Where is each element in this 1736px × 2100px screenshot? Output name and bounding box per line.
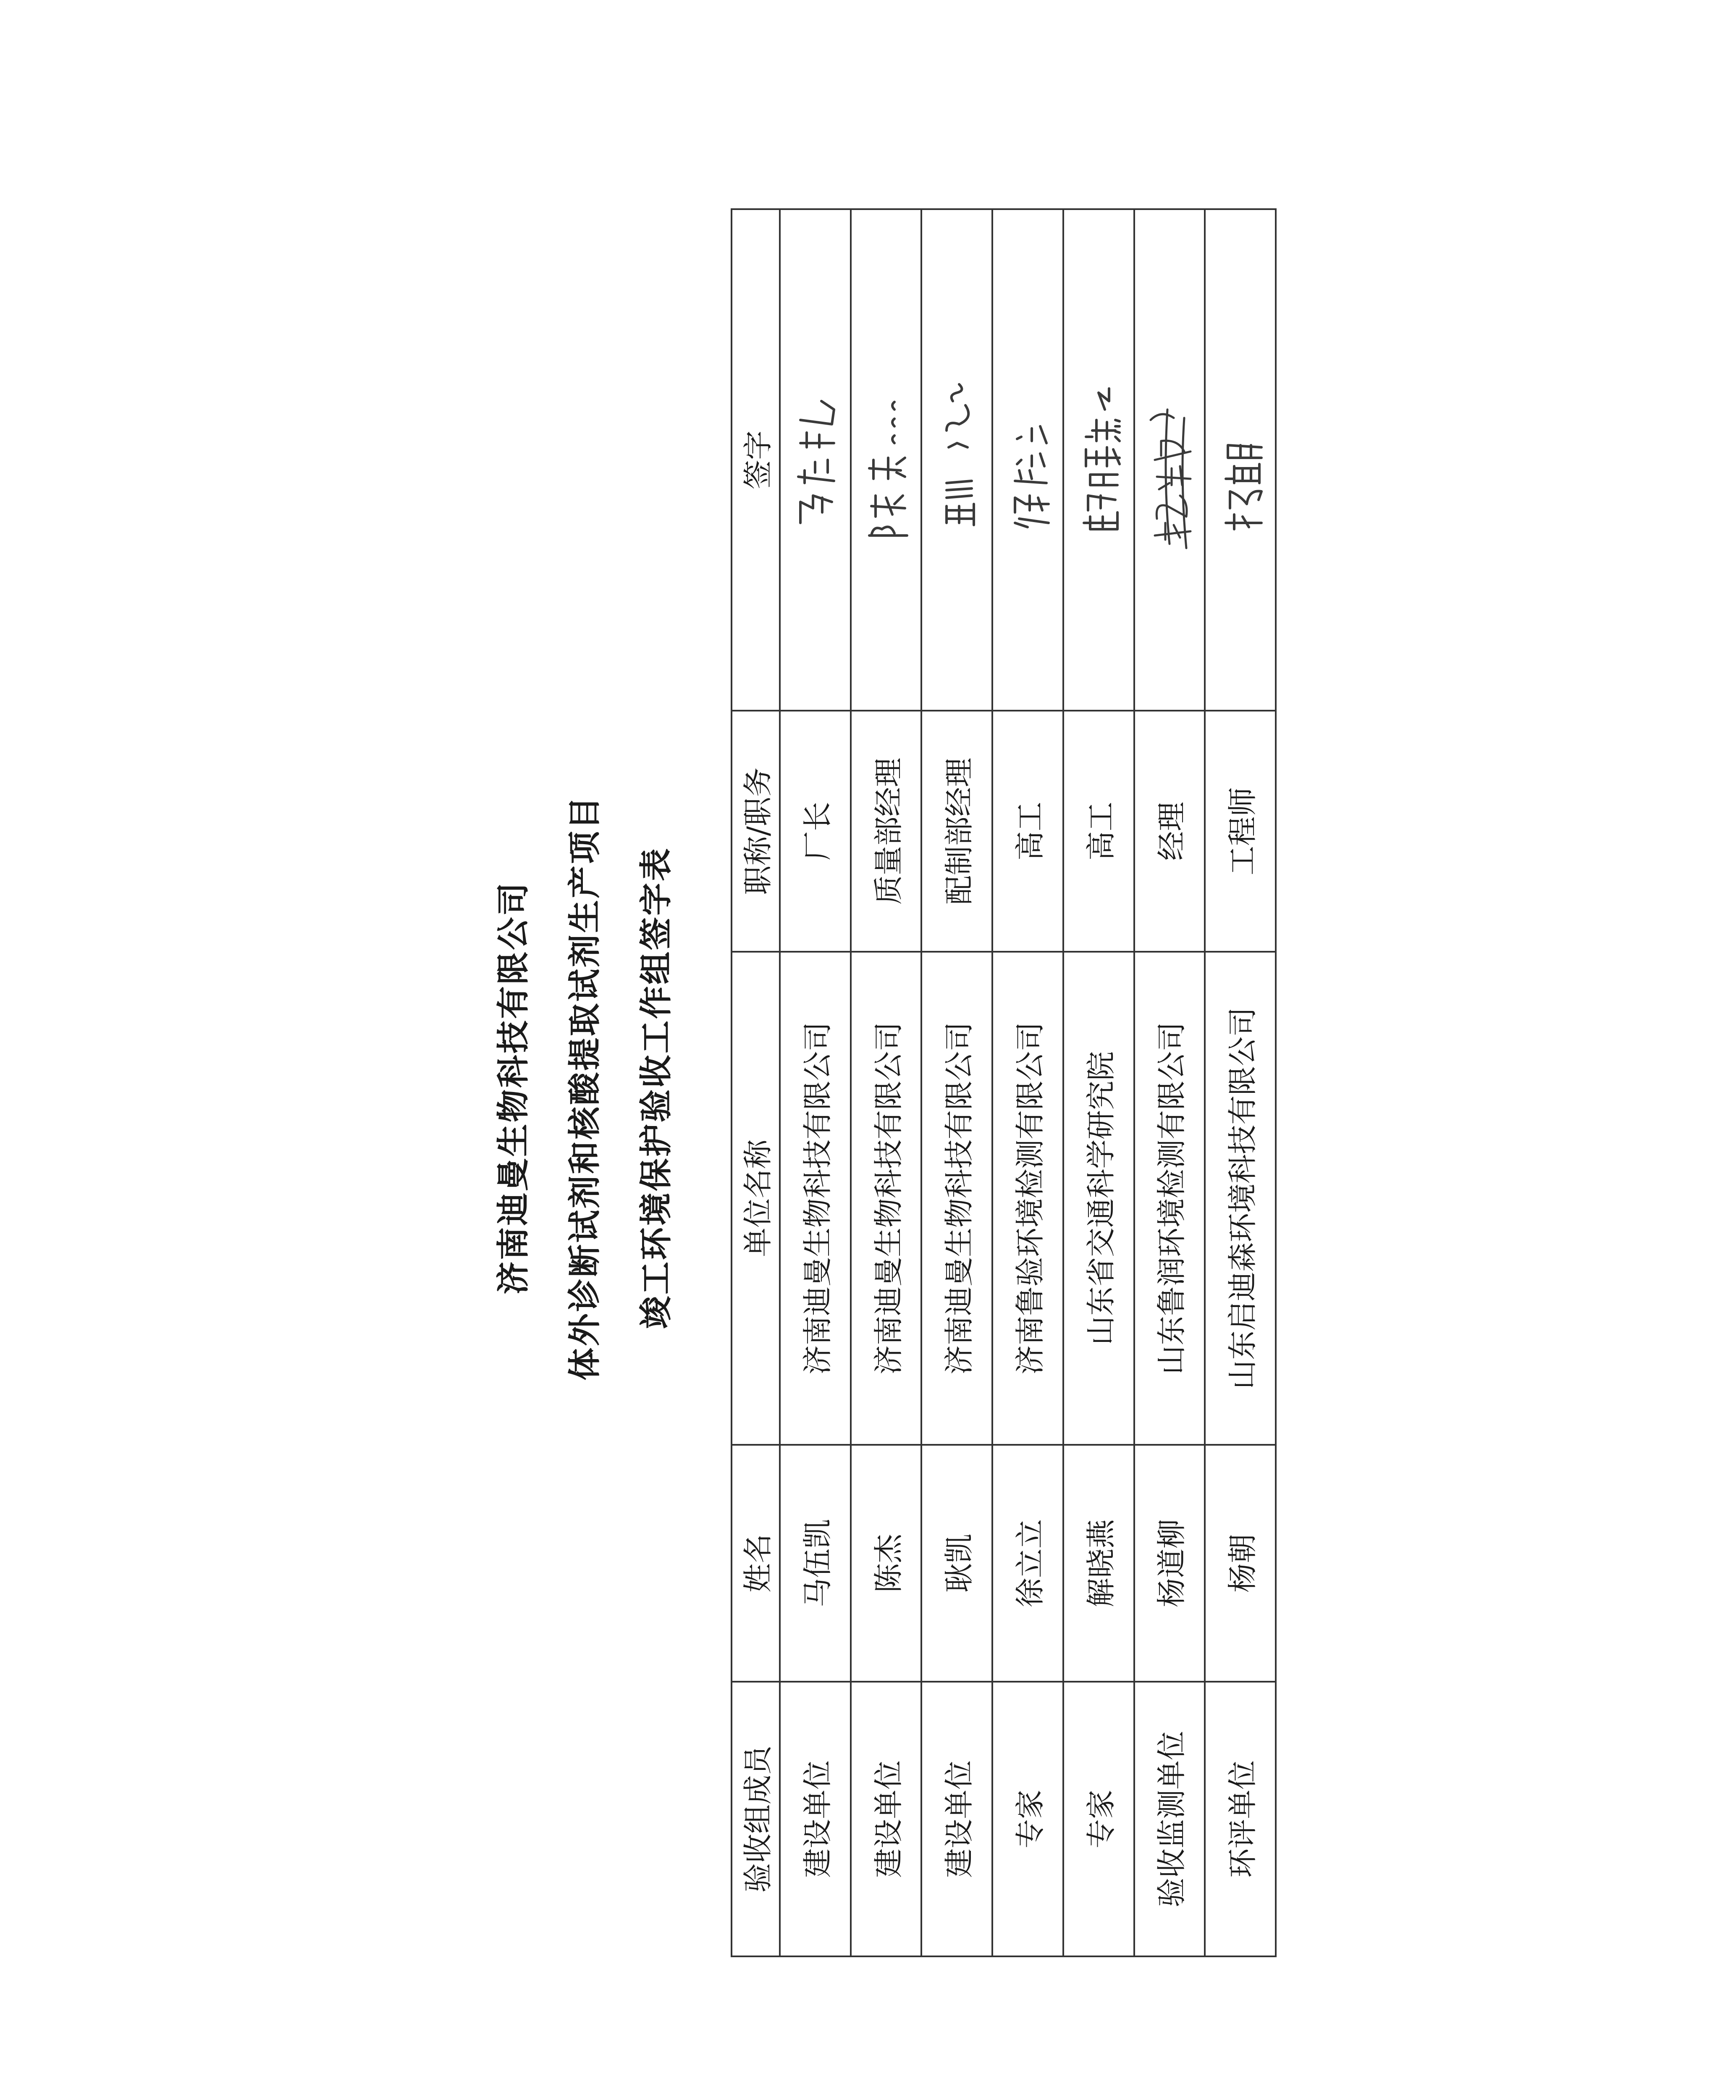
signature-cell xyxy=(1205,209,1276,711)
cell-role: 环评单位 xyxy=(1205,1682,1276,1956)
company-title: 济南迪曼生物科技有限公司 xyxy=(495,881,532,1295)
table-row xyxy=(1063,209,1134,1956)
signature-cell xyxy=(1134,209,1205,711)
handwritten-signature xyxy=(1209,210,1272,710)
table-row xyxy=(851,209,922,1956)
cell-name: 马伍凯 xyxy=(780,1445,851,1682)
cell-unit: 山东启迪森环境科技有限公司 xyxy=(1205,952,1276,1445)
signature-table xyxy=(731,208,1277,1957)
handwritten-signature xyxy=(1138,210,1201,710)
handwritten-signature xyxy=(926,210,989,710)
table-header-row xyxy=(732,209,780,1956)
cell-unit: 济南迪曼生物科技有限公司 xyxy=(921,952,992,1445)
cell-unit: 济南迪曼生物科技有限公司 xyxy=(780,952,851,1445)
cell-role: 专家 xyxy=(992,1682,1063,1956)
handwritten-signature xyxy=(784,210,847,710)
cell-role: 建设单位 xyxy=(851,1682,922,1956)
cell-name: 耿凯 xyxy=(921,1445,992,1682)
cell-name: 解晓燕 xyxy=(1063,1445,1134,1682)
cell-unit: 济南鲁验环境检测有限公司 xyxy=(992,952,1063,1445)
table-row xyxy=(1134,209,1205,1956)
table-row xyxy=(992,209,1063,1956)
cell-role: 验收监测单位 xyxy=(1134,1682,1205,1956)
sign-in-sheet xyxy=(487,218,1260,1957)
cell-unit: 山东鲁润环境检测有限公司 xyxy=(1134,952,1205,1445)
project-title: 体外诊断试剂和核酸提取试剂生产项目 xyxy=(566,795,604,1381)
signature-cell xyxy=(921,209,992,711)
handwritten-signature xyxy=(855,210,918,710)
cell-name: 徐立立 xyxy=(992,1445,1063,1682)
cell-title: 高工 xyxy=(1063,711,1134,952)
cell-role: 专家 xyxy=(1063,1682,1134,1956)
cell-name: 杨朝 xyxy=(1205,1445,1276,1682)
signature-cell xyxy=(780,209,851,711)
header-role: 验收组成员 xyxy=(732,1682,780,1956)
header-signature: 签字 xyxy=(732,209,780,711)
form-title: 竣工环境保护验收工作组签字表 xyxy=(637,847,675,1329)
cell-title: 配制部经理 xyxy=(921,711,992,952)
header-title: 职称/职务 xyxy=(732,711,780,952)
handwritten-signature xyxy=(996,210,1059,710)
cell-title: 工程师 xyxy=(1205,711,1276,952)
signature-cell xyxy=(851,209,922,711)
table-row xyxy=(780,209,851,1956)
cell-title: 厂长 xyxy=(780,711,851,952)
cell-unit: 山东省交通科学研究院 xyxy=(1063,952,1134,1445)
cell-unit: 济南迪曼生物科技有限公司 xyxy=(851,952,922,1445)
header-name: 姓名 xyxy=(732,1445,780,1682)
cell-name: 陈杰 xyxy=(851,1445,922,1682)
cell-name: 杨道柳 xyxy=(1134,1445,1205,1682)
signature-cell xyxy=(1063,209,1134,711)
header-unit: 单位名称 xyxy=(732,952,780,1445)
table-row xyxy=(921,209,992,1956)
cell-role: 建设单位 xyxy=(780,1682,851,1956)
cell-title: 质量部经理 xyxy=(851,711,922,952)
cell-title: 经理 xyxy=(1134,711,1205,952)
handwritten-signature xyxy=(1067,210,1130,710)
cell-role: 建设单位 xyxy=(921,1682,992,1956)
cell-title: 高工 xyxy=(992,711,1063,952)
table-row xyxy=(1205,209,1276,1956)
signature-cell xyxy=(992,209,1063,711)
